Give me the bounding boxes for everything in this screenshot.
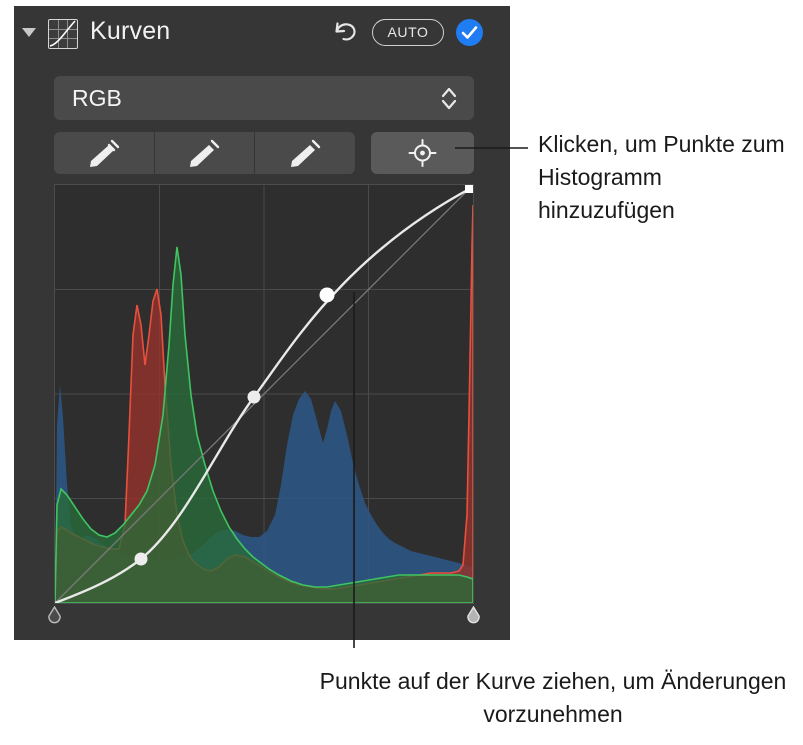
up-down-chevrons-icon[interactable] xyxy=(436,76,462,120)
page-title: Kurven xyxy=(90,17,171,45)
panel-header xyxy=(14,6,510,60)
curve-point-white xyxy=(465,185,473,193)
curve-point-shadow xyxy=(135,553,148,566)
callout-drag-points-text: Punkte auf der Kurve ziehen, um Änderungen vorzunehmen xyxy=(319,668,787,727)
add-points-button[interactable] xyxy=(371,132,474,174)
apply-checkmark-button[interactable] xyxy=(456,19,483,46)
curves-tool-row xyxy=(54,132,474,174)
eyedropper-white-button[interactable] xyxy=(255,132,355,174)
eyedropper-black-button[interactable] xyxy=(54,132,154,174)
white-point-handle-icon[interactable] xyxy=(466,606,481,625)
auto-button[interactable]: AUTO xyxy=(372,19,444,46)
curves-histogram-graph[interactable] xyxy=(54,184,474,604)
channel-select[interactable] xyxy=(54,76,474,120)
curve-point-highlight xyxy=(320,288,335,303)
callout-add-points-text: Klicken, um Punkte zum Histogramm hinzuzufügen xyxy=(538,131,785,223)
disclosure-triangle-down-icon[interactable] xyxy=(22,28,36,37)
black-point-handle-icon[interactable] xyxy=(47,606,62,625)
curves-grid-icon xyxy=(48,19,78,49)
channel-select-value: RGB xyxy=(72,85,122,111)
eyedropper-gray-button[interactable] xyxy=(155,132,254,174)
curves-adjustment-panel xyxy=(14,6,510,640)
reset-button[interactable] xyxy=(330,18,360,46)
curve-point-midtone xyxy=(248,391,261,404)
